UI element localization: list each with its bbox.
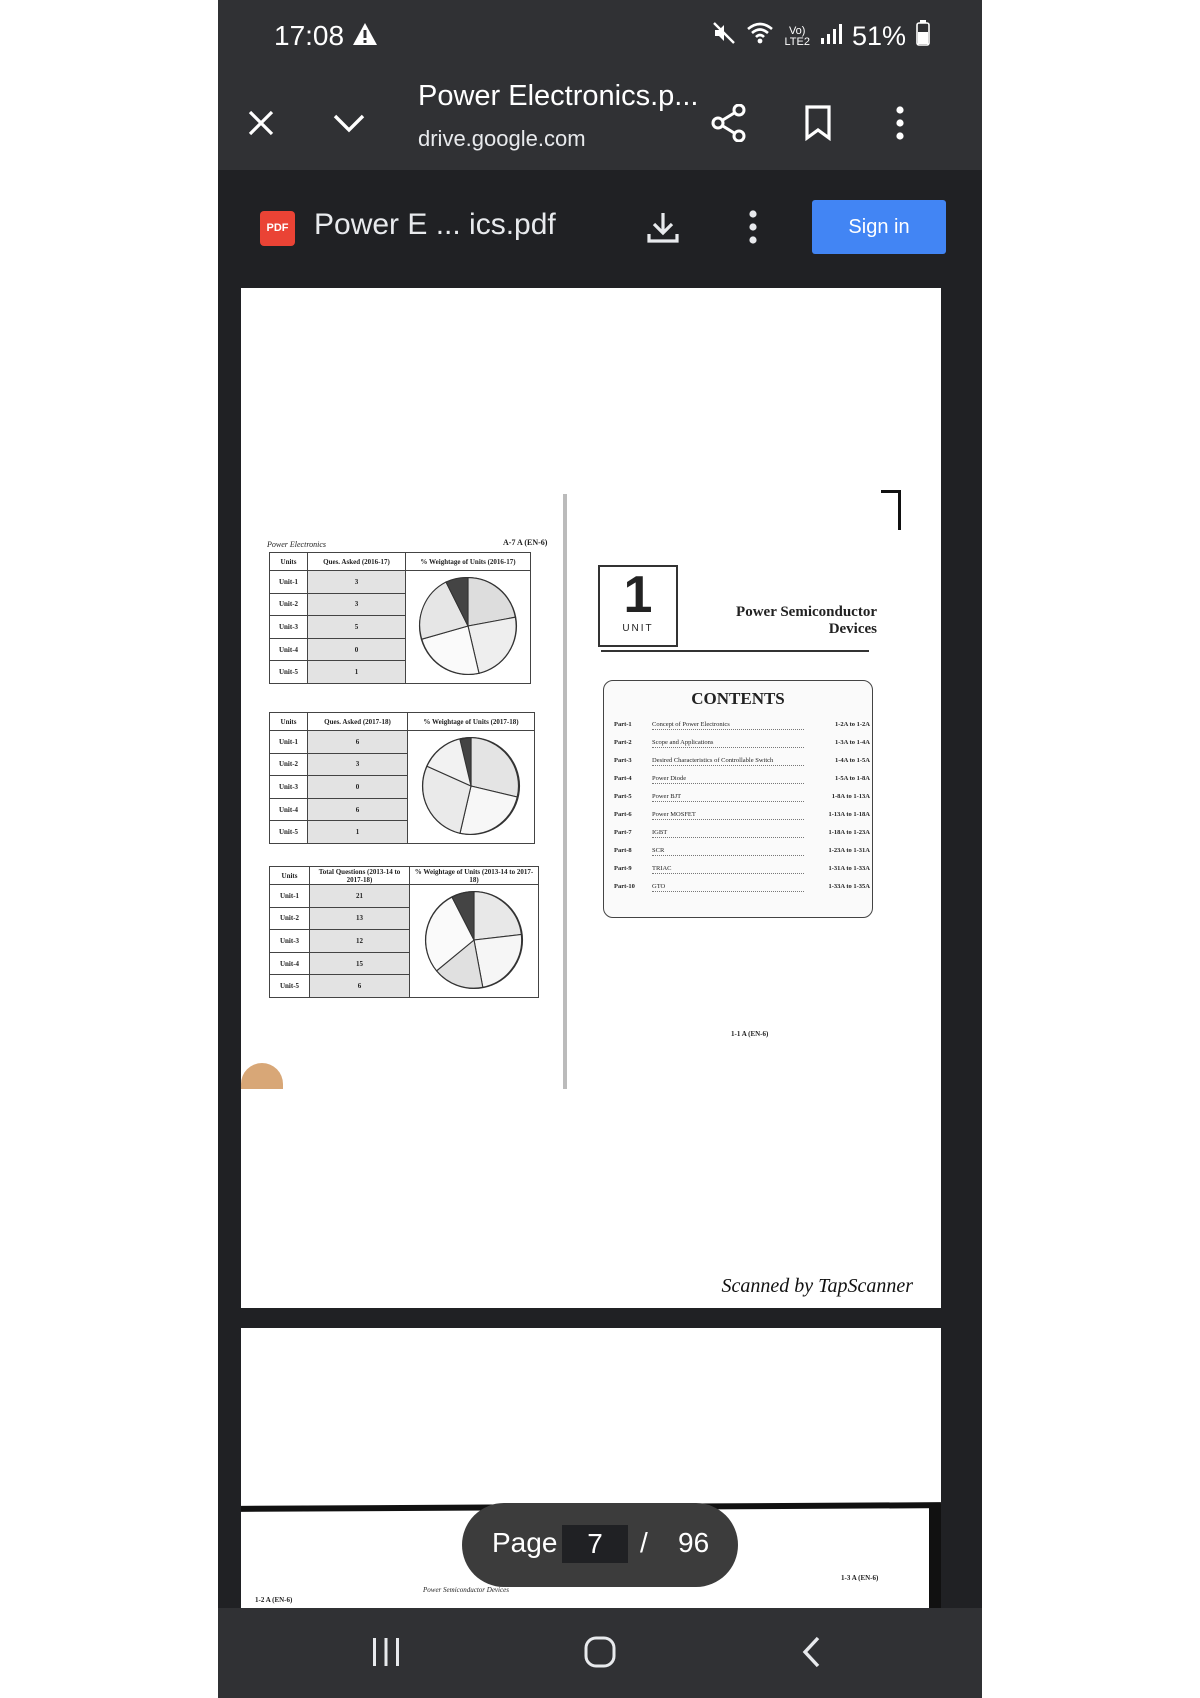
unit-cell: Unit-4 <box>270 798 308 821</box>
weightage-table-3 <box>269 866 539 998</box>
scan-edge <box>929 1508 941 1608</box>
col-header: Ques. Asked (2017-18) <box>308 713 408 731</box>
lte-bottom: LTE2 <box>784 35 810 48</box>
col-header: Units <box>270 713 308 731</box>
col-header: % Weightage of Units (2013-14 to 2017-18) <box>410 867 539 885</box>
contents-part: Part-2 <box>614 739 632 746</box>
home-button[interactable] <box>570 1624 630 1680</box>
scanner-watermark: Scanned by TapScanner <box>721 1275 913 1297</box>
unit-cell: Unit-3 <box>270 616 308 639</box>
unit-cell: Unit-1 <box>270 571 308 594</box>
unit-cell: Unit-4 <box>270 638 308 661</box>
unit-label: UNIT <box>622 623 654 634</box>
page2-header-mid: Power Semiconductor Devices <box>423 1586 509 1594</box>
tab-domain: drive.google.com <box>418 126 586 151</box>
contents-topic: Power Diode <box>652 775 804 784</box>
col-header: Ques. Asked (2016-17) <box>308 553 406 571</box>
pie-chart-icon <box>416 731 526 841</box>
download-button[interactable] <box>636 200 690 254</box>
page-label: Page <box>492 1527 558 1558</box>
col-header: % Weightage of Units (2017-18) <box>408 713 535 731</box>
contents-part: Part-7 <box>614 829 632 836</box>
custom-tab-toolbar <box>218 76 982 170</box>
contents-pages: 1-18A to 1-23A <box>828 829 870 836</box>
contents-row <box>614 757 870 766</box>
contents-pages: 1-13A to 1-18A <box>828 811 870 818</box>
scan-header-left: Power Electronics <box>267 540 327 549</box>
contents-topic: Power BJT <box>652 793 804 802</box>
close-button[interactable] <box>234 96 288 150</box>
pie-cell <box>406 571 531 684</box>
share-button[interactable] <box>702 96 756 150</box>
minimize-button[interactable] <box>322 96 376 150</box>
count-cell: 3 <box>308 753 408 776</box>
back-button[interactable] <box>782 1624 842 1680</box>
pie-cell <box>408 731 535 844</box>
contents-box <box>603 680 873 918</box>
contents-part: Part-6 <box>614 811 632 818</box>
weightage-table-1 <box>269 552 531 684</box>
page2-header-left: 1-2 A (EN-6) <box>255 1596 293 1604</box>
col-header: % Weightage of Units (2016-17) <box>406 553 531 571</box>
download-icon <box>646 210 680 244</box>
contents-row <box>614 847 870 856</box>
pie-chart-icon <box>419 885 529 995</box>
col-header: Units <box>270 553 308 571</box>
unit-cell: Unit-2 <box>270 593 308 616</box>
contents-part: Part-10 <box>614 883 635 890</box>
page-number-input[interactable]: 7 <box>562 1525 628 1563</box>
bookmark-button[interactable] <box>791 96 845 150</box>
count-cell: 6 <box>310 975 410 998</box>
pdf-filename: Power E ... ics.pdf <box>314 208 556 241</box>
contents-title: CONTENTS <box>691 689 785 708</box>
count-cell: 13 <box>310 907 410 930</box>
unit-cell: Unit-2 <box>270 753 308 776</box>
unit-cell: Unit-5 <box>270 821 308 844</box>
contents-pages: 1-31A to 1-33A <box>828 865 870 872</box>
page-separator: / <box>640 1527 648 1558</box>
contents-part: Part-4 <box>614 775 632 782</box>
contents-pages: 1-33A to 1-35A <box>828 883 870 890</box>
book-spine-shadow <box>563 494 567 1089</box>
lte-indicator <box>784 26 809 48</box>
contents-row <box>614 811 870 820</box>
count-cell: 21 <box>310 885 410 908</box>
finger-shadow <box>241 1063 283 1089</box>
status-time: 17:08 <box>274 20 345 51</box>
phone-screen <box>218 0 982 1698</box>
count-cell: 3 <box>308 571 406 594</box>
contents-pages: 1-8A to 1-13A <box>831 793 870 800</box>
unit-cell: Unit-1 <box>270 885 310 908</box>
page-edge-mark <box>898 490 901 530</box>
bookmark-icon <box>804 105 832 141</box>
more-vert-icon <box>748 210 758 244</box>
chapter-title-line-1: Power Semiconductor <box>736 604 877 620</box>
battery-percent: 51% <box>851 21 906 51</box>
pie-cell <box>410 885 539 998</box>
unit-cell: Unit-3 <box>270 776 308 799</box>
page-indicator <box>462 1503 738 1587</box>
sign-in-button[interactable]: Sign in <box>812 200 946 254</box>
status-right <box>712 20 930 53</box>
pdf-viewer-toolbar <box>218 170 982 288</box>
contents-topic: IGBT <box>652 829 804 838</box>
contents-pages: 1-2A to 1-2A <box>834 721 870 728</box>
pie-chart-icon <box>413 571 523 681</box>
contents-row <box>614 793 870 802</box>
share-icon <box>711 104 747 142</box>
wifi-icon <box>746 21 774 52</box>
contents-row <box>614 865 870 874</box>
count-cell: 5 <box>308 616 406 639</box>
scan-header-right: A-7 A (EN-6) <box>503 538 548 547</box>
count-cell: 12 <box>310 930 410 953</box>
contents-part: Part-9 <box>614 865 632 872</box>
title-rule <box>601 650 869 652</box>
page2-header-right: 1-3 A (EN-6) <box>841 1574 879 1582</box>
page-footer: 1-1 A (EN-6) <box>731 1030 769 1038</box>
back-icon <box>800 1635 824 1669</box>
contents-row <box>614 775 870 784</box>
contents-row <box>614 721 870 730</box>
contents-row <box>614 883 870 892</box>
battery-icon <box>916 20 930 53</box>
count-cell: 1 <box>308 661 406 684</box>
unit-cell: Unit-2 <box>270 907 310 930</box>
contents-row <box>614 739 870 748</box>
contents-topic: Desired Characteristics of Controllable Switch <box>652 757 804 766</box>
contents-row <box>614 829 870 838</box>
unit-cell: Unit-1 <box>270 731 308 754</box>
lte-top: Vo) <box>788 24 806 37</box>
unit-cell: Unit-3 <box>270 930 310 953</box>
recents-button[interactable] <box>356 1624 416 1680</box>
unit-cell: Unit-5 <box>270 975 310 998</box>
count-cell: 1 <box>308 821 408 844</box>
contents-part: Part-3 <box>614 757 632 764</box>
count-cell: 15 <box>310 952 410 975</box>
col-header: Units <box>270 867 310 885</box>
pdf-page-current <box>241 288 941 1308</box>
recents-icon <box>369 1636 403 1668</box>
weightage-table-2 <box>269 712 535 844</box>
count-cell: 3 <box>308 593 406 616</box>
chapter-title-line-2: Devices <box>828 621 877 637</box>
warning-icon <box>352 22 378 51</box>
contents-pages: 1-5A to 1-8A <box>834 775 870 782</box>
unit-number: 1 <box>623 566 653 624</box>
count-cell: 0 <box>308 776 408 799</box>
page-total: 96 <box>678 1527 710 1558</box>
chevron-down-icon <box>332 112 366 134</box>
signal-icon <box>820 21 842 52</box>
count-cell: 6 <box>308 731 408 754</box>
pdf-more-button[interactable] <box>726 200 780 254</box>
count-cell: 6 <box>308 798 408 821</box>
contents-topic: Power MOSFET <box>652 811 804 820</box>
contents-topic: Scope and Applications <box>652 739 804 748</box>
contents-part: Part-5 <box>614 793 632 800</box>
unit-box <box>598 565 678 647</box>
close-icon <box>246 108 276 138</box>
contents-topic: TRIAC <box>652 865 804 874</box>
col-header: Total Questions (2013-14 to 2017-18) <box>310 867 410 885</box>
contents-list <box>614 721 870 901</box>
unit-cell: Unit-4 <box>270 952 310 975</box>
more-vert-icon <box>895 106 905 140</box>
contents-pages: 1-4A to 1-5A <box>834 757 870 764</box>
home-icon <box>583 1635 617 1669</box>
count-cell: 0 <box>308 638 406 661</box>
overflow-menu-button[interactable] <box>873 96 927 150</box>
contents-topic: GTO <box>652 883 804 892</box>
tab-title: Power Electronics.p... <box>418 80 699 112</box>
contents-topic: Concept of Power Electronics <box>652 721 804 730</box>
unit-cell: Unit-5 <box>270 661 308 684</box>
contents-pages: 1-3A to 1-4A <box>834 739 870 746</box>
pdf-file-icon: PDF <box>260 211 295 246</box>
contents-topic: SCR <box>652 847 804 856</box>
contents-pages: 1-23A to 1-31A <box>828 847 870 854</box>
system-navigation-bar <box>218 1608 982 1698</box>
contents-part: Part-1 <box>614 721 632 728</box>
chapter-title <box>681 604 877 638</box>
contents-part: Part-8 <box>614 847 632 854</box>
status-bar <box>218 0 982 76</box>
mute-icon <box>712 21 736 52</box>
